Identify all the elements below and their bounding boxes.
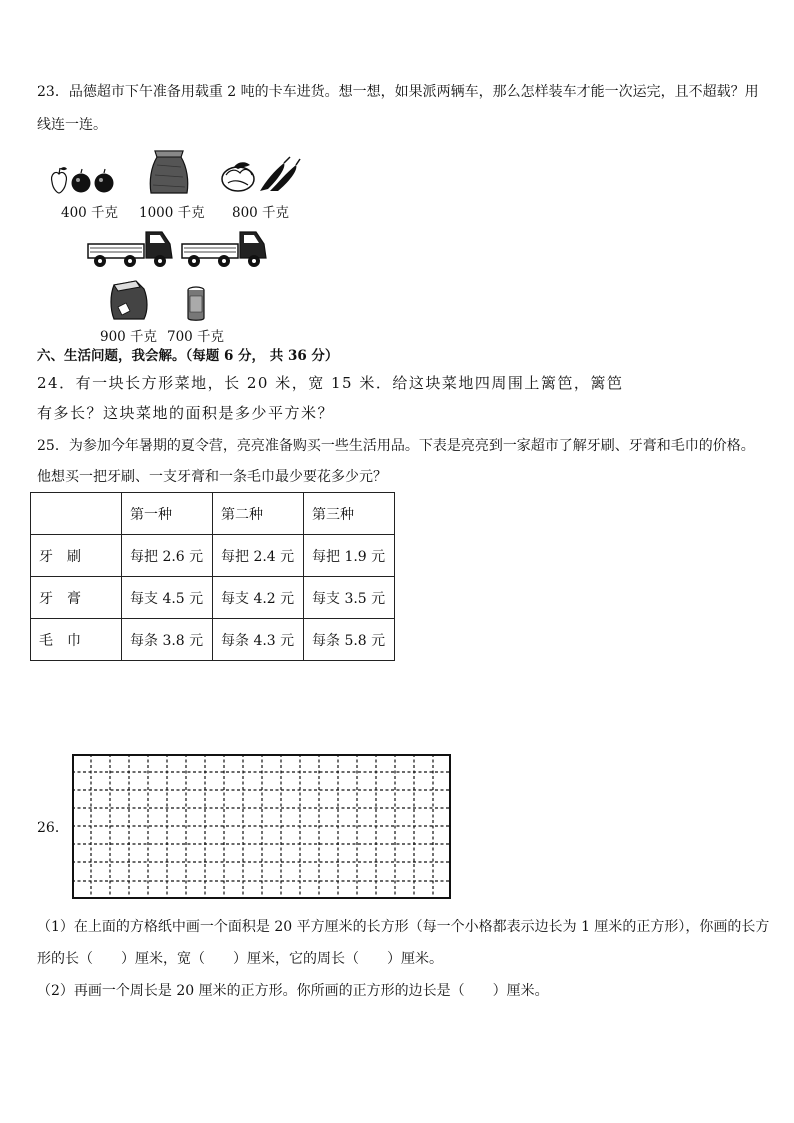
fruit-icon	[46, 160, 118, 196]
rice-sack-icon	[147, 147, 191, 195]
can-icon	[186, 286, 206, 322]
item-label-800kg: 800 千克	[232, 205, 290, 221]
table-row	[31, 619, 395, 661]
truck-icon	[180, 226, 270, 270]
table-cell: 每支 4.5 元	[122, 577, 213, 619]
table-header-cell	[31, 493, 122, 535]
table-cell: 每支 3.5 元	[304, 577, 395, 619]
item-label-400kg: 400 千克	[61, 205, 119, 221]
table-cell: 每把 2.6 元	[122, 535, 213, 577]
q26-part2: （2）再画一个周长是 20 厘米的正方形。你所画的正方形的边长是（ ）厘米。	[37, 983, 549, 999]
q24-text-line2: 有多长？这块菜地的面积是多少平方米？	[37, 404, 335, 422]
price-table	[30, 492, 395, 661]
table-cell: 每把 1.9 元	[304, 535, 395, 577]
table-header-cell: 第三种	[304, 493, 395, 535]
table-header-cell: 第二种	[213, 493, 304, 535]
q25-text-line2: 他想买一把牙刷、一支牙膏和一条毛巾最少要花多少元？	[37, 469, 387, 485]
table-row	[31, 577, 395, 619]
q25-text-line1: 25．为参加今年暑期的夏令营，亮亮准备购买一些生活用品。下表是亮亮到一家超市了解牙刷、牙膏和毛巾的价格。	[37, 438, 755, 454]
q26-number: 26．	[37, 820, 69, 836]
grid-paper[interactable]	[72, 754, 451, 899]
table-cell: 每条 3.8 元	[122, 619, 213, 661]
q23-text-line1: 23．品德超市下午准备用载重 2 吨的卡车进货。想一想，如果派两辆车，那么怎样装车才能一次运完，且不超载？用	[37, 84, 759, 100]
table-header-row	[31, 493, 395, 535]
flour-bag-icon	[108, 279, 150, 321]
q26-part1-line2: 形的长（ ）厘米，宽（ ）厘米，它的周长（ ）厘米。	[37, 951, 443, 967]
truck-icon	[86, 226, 176, 270]
item-label-900kg: 900 千克	[100, 329, 158, 345]
table-cell: 每把 2.4 元	[213, 535, 304, 577]
table-cell: 牙 刷	[31, 535, 122, 577]
vegetables-icon	[220, 155, 302, 195]
q23-text-line2: 线连一连。	[37, 117, 107, 133]
item-label-1000kg: 1000 千克	[139, 205, 205, 221]
section-title: 六、生活问题，我会解。（每题 6 分， 共 36 分）	[37, 348, 339, 364]
table-row	[31, 535, 395, 577]
table-cell: 牙 膏	[31, 577, 122, 619]
table-header-cell: 第一种	[122, 493, 213, 535]
table-cell: 每条 5.8 元	[304, 619, 395, 661]
table-cell: 毛 巾	[31, 619, 122, 661]
item-label-700kg: 700 千克	[167, 329, 225, 345]
table-cell: 每支 4.2 元	[213, 577, 304, 619]
q26-part1-line1: （1）在上面的方格纸中画一个面积是 20 平方厘米的长方形（每一个小格都表示边长为 1 厘米的正方形），你画的长方	[37, 919, 770, 935]
table-cell: 每条 4.3 元	[213, 619, 304, 661]
q24-text-line1: 24．有一块长方形菜地，长 20 米，宽 15 米．给这块菜地四周围上篱笆，篱笆	[37, 374, 624, 392]
